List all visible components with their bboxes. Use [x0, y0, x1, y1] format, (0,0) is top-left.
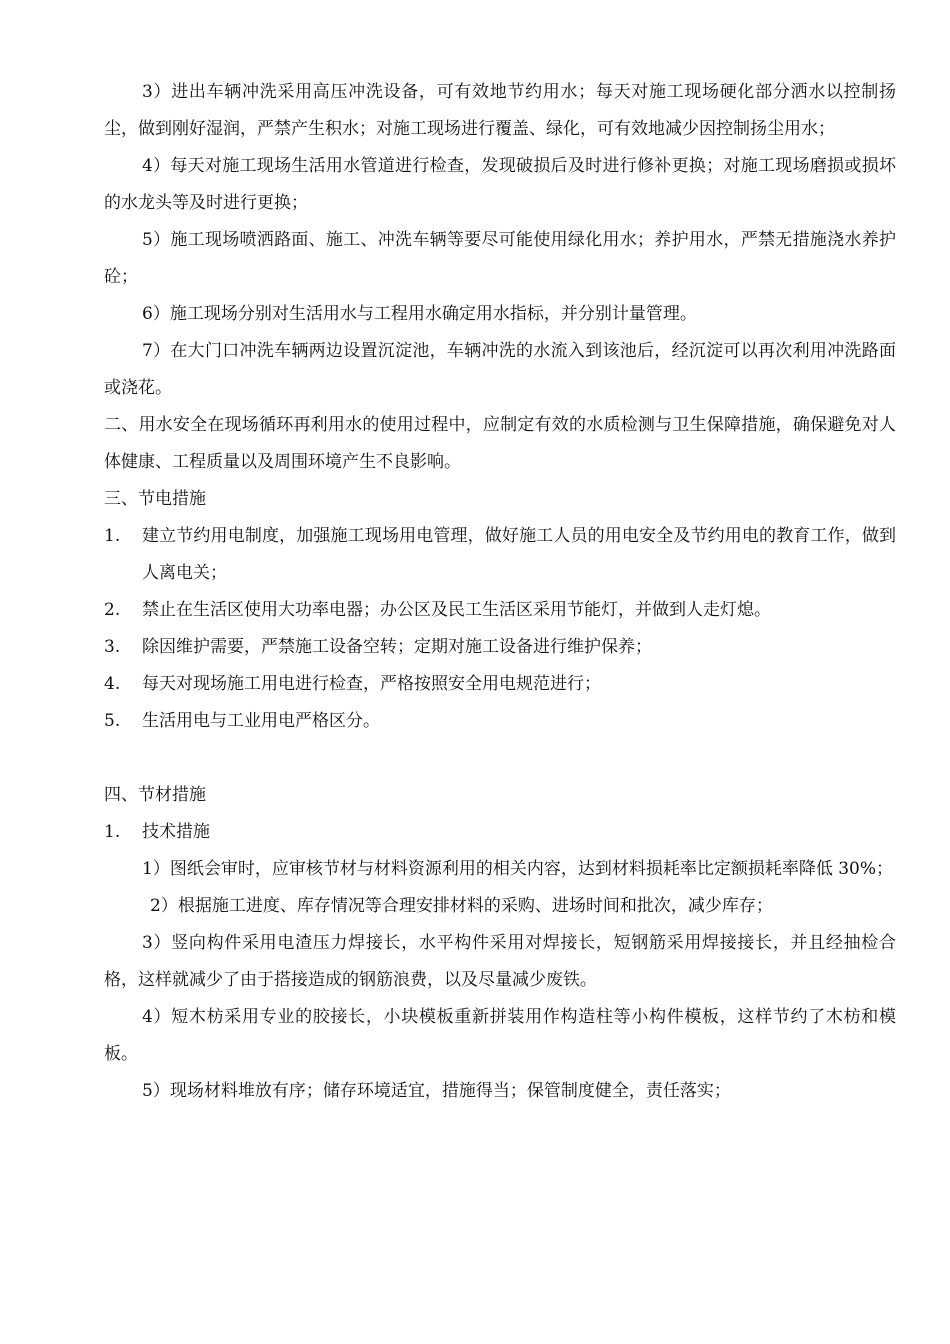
item-number: 5. — [104, 711, 121, 731]
paragraph-water-4: 4）每天对施工现场生活用水管道进行检查，发现破损后及时进行修补更换；对施工现场磨损或损坏的水龙头等及时进行更换； — [104, 156, 896, 213]
section-heading-materials: 四、节材措施 — [104, 785, 206, 805]
paragraph-materials-4: 4）短木枋采用专业的胶接长，小块模板重新拼装用作构造柱等小构件模板，这样节约了木枋和模板。 — [104, 1007, 896, 1064]
paragraph-materials-5: 5）现场材料堆放有序；储存环境适宜，措施得当；保管制度健全，责任落实； — [142, 1081, 731, 1101]
paragraph-water-6: 6）施工现场分别对生活用水与工程用水确定用水指标，并分别计量管理。 — [142, 304, 697, 324]
section-heading-electricity: 三、节电措施 — [104, 489, 206, 509]
electricity-item — [104, 703, 896, 740]
item-number: 2. — [104, 600, 121, 620]
item-number: 3. — [104, 637, 121, 657]
item-number: 4. — [104, 674, 121, 694]
item-text: 生活用电与工业用电严格区分。 — [142, 711, 380, 731]
electricity-item — [104, 666, 896, 703]
item-text: 每天对现场施工用电进行检查，严格按照安全用电规范进行； — [142, 674, 601, 694]
electricity-item — [104, 518, 896, 592]
item-text: 建立节约用电制度，加强施工现场用电管理，做好施工人员的用电安全及节约用电的教育工作，做到人离电关； — [142, 526, 896, 583]
item-text: 除因维护需要，严禁施工设备空转；定期对施工设备进行维护保养； — [142, 637, 652, 657]
paragraph-water-7: 7）在大门口冲洗车辆两边设置沉淀池，车辆冲洗的水流入到该池后，经沉淀可以再次利用冲洗路面或浇花。 — [104, 341, 896, 398]
materials-subheading — [104, 814, 896, 851]
blank-line — [104, 740, 896, 777]
paragraph-materials-2: 2）根据施工进度、库存情况等合理安排材料的采购、进场时间和批次，减少库存； — [150, 896, 773, 916]
item-text: 禁止在生活区使用大功率电器；办公区及民工生活区采用节能灯，并做到人走灯熄。 — [142, 600, 771, 620]
electricity-item — [104, 592, 896, 629]
paragraph-water-safety: 二、用水安全在现场循环再利用水的使用过程中，应制定有效的水质检测与卫生保障措施，确保避免对人体健康、工程质量以及周围环境产生不良影响。 — [104, 415, 896, 472]
item-number: 1. — [104, 822, 121, 842]
paragraph-materials-3: 3）竖向构件采用电渣压力焊接长，水平构件采用对焊接长，短钢筋采用焊接接长，并且经抽检合格，这样就减少了由于搭接造成的钢筋浪费，以及尽量减少废铁。 — [104, 933, 896, 990]
electricity-item — [104, 629, 896, 666]
paragraph-materials-1: 1）图纸会审时，应审核节材与材料资源利用的相关内容，达到材料损耗率比定额损耗率降低 30%； — [142, 859, 894, 879]
item-number: 1. — [104, 526, 121, 546]
item-text: 技术措施 — [142, 822, 210, 842]
paragraph-water-3: 3）进出车辆冲洗采用高压冲洗设备，可有效地节约用水；每天对施工现场硬化部分洒水以控制扬尘，做到刚好湿润，严禁产生积水；对施工现场进行覆盖、绿化，可有效地减少因控制扬尘用水； — [104, 82, 896, 139]
paragraph-water-5: 5）施工现场喷洒路面、施工、冲洗车辆等要尽可能使用绿化用水；养护用水，严禁无措施浇水养护砼； — [104, 230, 896, 287]
document-body — [104, 74, 896, 1110]
